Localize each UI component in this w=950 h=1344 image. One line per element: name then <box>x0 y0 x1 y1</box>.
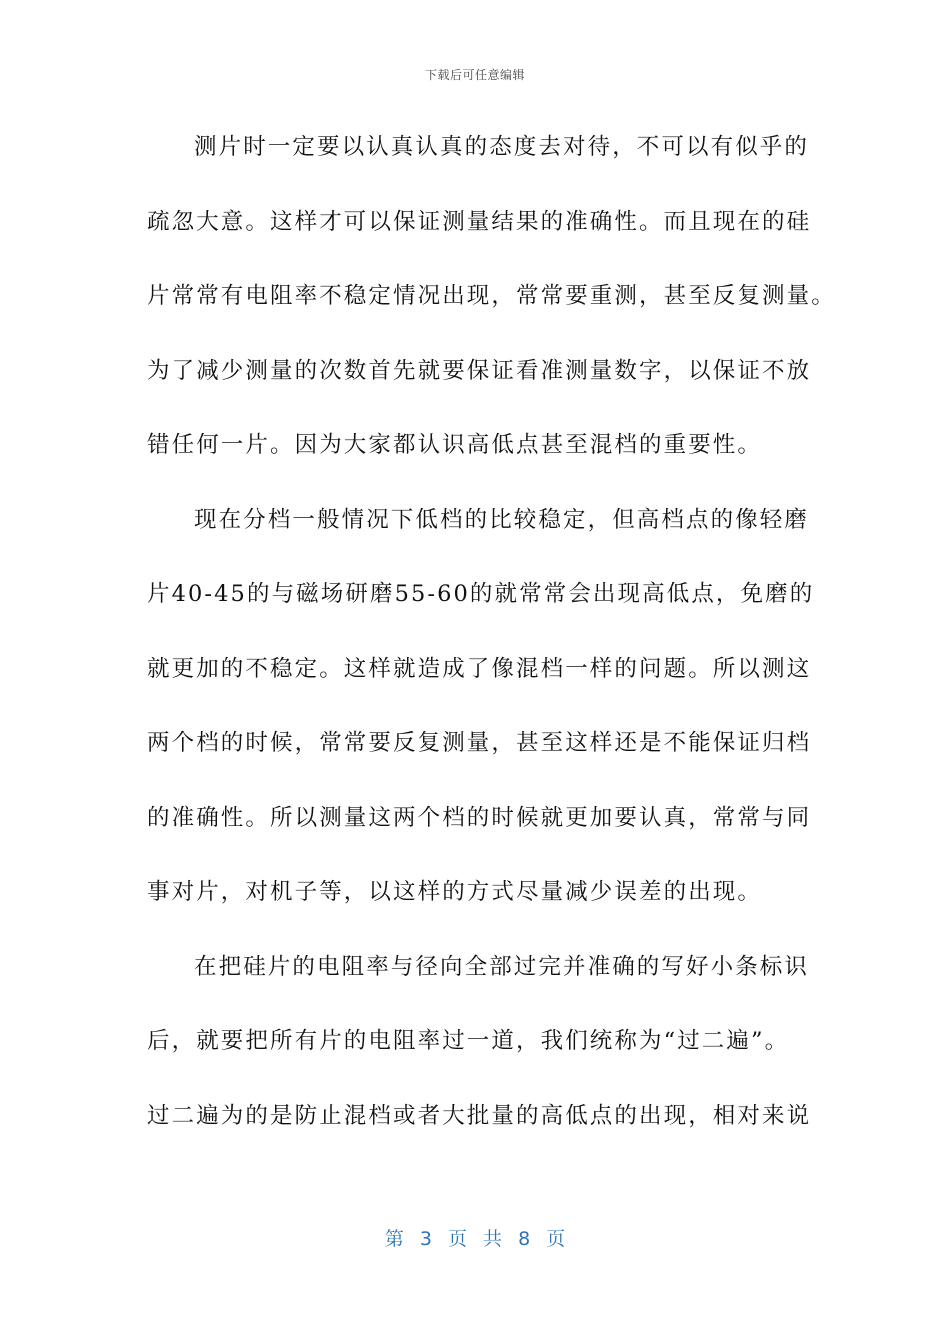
paragraph-1-line-5: 错任何一片。因为大家都认识高低点甚至混档的重要性。 <box>147 432 763 458</box>
paragraph-3-line-3: 过二遍为的是防止混档或者大批量的高低点的出现，相对来说 <box>147 1102 812 1129</box>
footer-prefix: 第 <box>384 1228 404 1250</box>
paragraph-2-line-4: 两个档的时候，常常要反复测量，甚至这样还是不能保证归档 <box>147 730 812 756</box>
footer-current-page: 3 <box>419 1228 432 1250</box>
body-text <box>147 127 836 1170</box>
paragraph-3-line-1: 在把硅片的电阻率与径向全部过完并准确的写好小条标识 <box>194 953 810 980</box>
paragraph-3-line-2: 后，就要把所有片的电阻率过一道，我们统称为“过二遍”。 <box>147 1028 790 1054</box>
footer-total-pages: 8 <box>518 1228 531 1250</box>
paragraph-2-line-2: 片40-45的与磁场研磨55-60的就常常会出现高低点，免磨的 <box>147 581 815 607</box>
footer-suffix: 页 <box>546 1228 566 1250</box>
paragraph-1-line-2: 疏忽大意。这样才可以保证测量结果的准确性。而且现在的硅 <box>147 208 812 235</box>
paragraph-1-line-3: 片常常有电阻率不稳定情况出现，常常要重测，甚至反复测量。 <box>147 283 836 309</box>
footer-middle: 页 共 <box>447 1228 503 1250</box>
paragraph-1-line-4: 为了减少测量的次数首先就要保证看准测量数字，以保证不放 <box>147 357 812 384</box>
page-header: 下载后可任意编辑 <box>424 68 525 82</box>
page-footer <box>0 1224 950 1251</box>
paragraph-2-line-6: 事对片，对机子等，以这样的方式尽量减少误差的出现。 <box>147 879 763 905</box>
paragraph-2-line-5: 的准确性。所以测量这两个档的时候就更加要认真，常常与同 <box>147 804 812 831</box>
paragraph-1-line-1: 测片时一定要以认真认真的态度去对待，不可以有似乎的 <box>194 134 810 160</box>
paragraph-2-line-3: 就更加的不稳定。这样就造成了像混档一样的问题。所以测这 <box>147 655 812 682</box>
paragraph-2-line-1: 现在分档一般情况下低档的比较稳定，但高档点的像轻磨 <box>194 506 810 533</box>
